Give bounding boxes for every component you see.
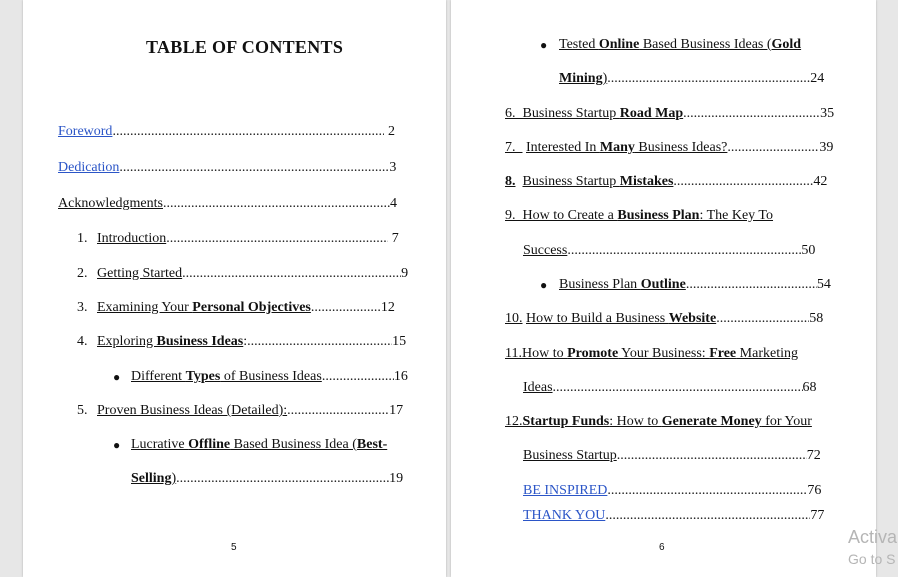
toc-link-road-map[interactable] xyxy=(505,106,683,121)
bullet-icon: ● xyxy=(540,38,548,52)
toc-page-number: 19 xyxy=(389,471,404,486)
toc-page-number: 76 xyxy=(807,483,822,498)
toc-link-many-ideas[interactable] xyxy=(526,140,727,155)
toc-text-bold: Selling xyxy=(131,471,172,486)
toc-entry-startup-funds[interactable] xyxy=(505,413,812,431)
toc-text: : The Key To xyxy=(699,208,774,223)
toc-page-number: 9 xyxy=(401,266,409,281)
toc-page-number: 68 xyxy=(802,380,817,395)
toc-link-offline-idea-cont[interactable] xyxy=(131,471,176,486)
toc-link-thank-you[interactable]: THANK YOU xyxy=(523,508,606,523)
document-page-right xyxy=(451,0,876,577)
toc-item-number: 11. xyxy=(505,346,522,361)
toc-entry-thank-you[interactable] xyxy=(523,507,824,525)
toc-text-bold: Personal Objectives xyxy=(192,300,311,315)
toc-link-mistakes[interactable] xyxy=(523,174,674,189)
toc-text: of Business Ideas xyxy=(220,369,322,384)
toc-text-bold: Website xyxy=(668,311,717,326)
toc-link-personal-objectives[interactable] xyxy=(97,300,311,315)
activation-watermark-title: Activa xyxy=(848,527,898,547)
toc-entry-online-ideas[interactable] xyxy=(559,36,801,54)
toc-entry-types-of-ideas[interactable] xyxy=(131,368,408,386)
document-page-left xyxy=(23,0,446,577)
toc-link-introduction[interactable]: Introduction xyxy=(97,231,167,246)
toc-link-promote-cont[interactable]: Ideas xyxy=(523,380,553,395)
toc-link-business-plan[interactable] xyxy=(505,208,773,223)
toc-entry-business-ideas[interactable] xyxy=(77,333,406,351)
toc-item-number: 4. xyxy=(77,334,88,349)
toc-text: for Your xyxy=(761,414,812,429)
toc-text-bold: Road Map xyxy=(619,106,684,121)
toc-link-types-of-ideas[interactable] xyxy=(131,369,322,384)
toc-text-bold: Generate Money xyxy=(661,414,762,429)
toc-text-bold: Free xyxy=(709,346,737,361)
toc-text: Different xyxy=(131,369,186,384)
toc-item-number: 2. xyxy=(77,266,88,281)
toc-link-startup-funds-cont[interactable]: Business Startup xyxy=(523,448,617,463)
toc-text-bold: Startup Funds xyxy=(522,414,610,429)
toc-entry-introduction[interactable] xyxy=(77,230,399,248)
toc-page-number: 58 xyxy=(809,311,824,326)
toc-entry-foreword[interactable] xyxy=(58,123,395,141)
toc-entry-proven-ideas[interactable] xyxy=(77,402,403,420)
toc-text: How to Build a Business xyxy=(526,311,669,326)
toc-page-number: 7 xyxy=(388,231,399,246)
toc-entry-road-map[interactable] xyxy=(505,105,834,123)
toc-entry-website[interactable] xyxy=(505,310,823,328)
toc-text: Based Business Ideas ( xyxy=(639,37,772,52)
toc-text: Examining Your xyxy=(97,300,193,315)
toc-text-bold: Mining xyxy=(559,71,603,86)
page-number: 5 xyxy=(231,542,237,553)
toc-entry-acknowledgments[interactable] xyxy=(58,195,397,213)
bullet-icon: ● xyxy=(113,370,121,384)
toc-page-number: 15 xyxy=(392,334,407,349)
toc-page-number: 12 xyxy=(380,300,395,315)
toc-text: ) xyxy=(171,471,177,486)
toc-text: Your Business: xyxy=(618,346,710,361)
toc-entry-startup-funds-cont[interactable] xyxy=(523,447,821,465)
toc-page-number: 2 xyxy=(384,124,395,139)
toc-entry-offline-idea-cont[interactable] xyxy=(131,470,403,488)
toc-entry-be-inspired[interactable] xyxy=(523,482,821,500)
toc-item-number: 3. xyxy=(77,300,88,315)
toc-link-acknowledgments[interactable]: Acknowledgments xyxy=(58,196,163,211)
toc-page-number: 3 xyxy=(389,160,397,175)
toc-text: Interested In xyxy=(526,140,600,155)
toc-link-website[interactable] xyxy=(526,311,716,326)
toc-entry-plan-outline[interactable] xyxy=(559,276,831,294)
toc-link-offline-idea[interactable] xyxy=(131,437,387,452)
toc-entry-getting-started[interactable] xyxy=(77,265,408,283)
toc-entry-dedication[interactable] xyxy=(58,159,396,177)
toc-item-number: 10. xyxy=(505,311,523,326)
toc-page-number: 50 xyxy=(801,243,816,258)
toc-page-number: 17 xyxy=(389,403,404,418)
bullet-icon: ● xyxy=(113,438,121,452)
toc-text-bold: Online xyxy=(598,37,640,52)
toc-link-promote[interactable] xyxy=(505,346,798,361)
activation-watermark-subtitle: Go to S xyxy=(848,551,896,567)
toc-entry-promote-cont[interactable] xyxy=(523,379,817,397)
toc-text-bold: Outline xyxy=(640,277,686,292)
toc-entry-business-plan[interactable] xyxy=(505,207,773,225)
toc-text: How to xyxy=(521,346,568,361)
toc-item-number: 6. xyxy=(505,106,516,121)
toc-text: Business Startup xyxy=(522,106,620,121)
toc-link-startup-funds[interactable] xyxy=(505,414,812,429)
toc-text-bold: Mistakes xyxy=(619,174,674,189)
toc-page-number: 72 xyxy=(806,448,821,463)
toc-text: Business Ideas? xyxy=(634,140,728,155)
toc-link-business-plan-cont[interactable]: Success xyxy=(523,243,568,258)
toc-entry-many-ideas[interactable] xyxy=(505,139,833,157)
toc-item-number: 1. xyxy=(77,231,88,246)
toc-entry-mistakes[interactable] xyxy=(505,173,827,191)
toc-text: : How to xyxy=(609,414,662,429)
toc-item-number: 12. xyxy=(505,414,523,429)
toc-page-number: 54 xyxy=(816,277,831,292)
toc-page-number: 16 xyxy=(393,369,408,384)
toc-page-number: 35 xyxy=(820,106,835,121)
toc-text-bold: Best- xyxy=(356,437,388,452)
toc-link-proven-ideas[interactable]: Proven Business Ideas (Detailed): xyxy=(97,403,288,418)
toc-link-business-ideas[interactable] xyxy=(97,334,243,349)
page-number: 6 xyxy=(659,542,665,553)
toc-title: TABLE OF CONTENTS xyxy=(146,37,344,57)
toc-text-bold: Types xyxy=(185,369,221,384)
toc-link-foreword[interactable]: Foreword xyxy=(58,124,113,139)
toc-link-online-ideas-cont[interactable] xyxy=(559,71,607,86)
toc-text: ) xyxy=(602,71,608,86)
toc-page-number: 39 xyxy=(819,140,834,155)
toc-text-bold: Offline xyxy=(188,437,231,452)
toc-text: Business Startup xyxy=(522,174,620,189)
toc-page-number: 4 xyxy=(389,196,397,211)
toc-text-bold: Business Ideas xyxy=(156,334,244,349)
toc-link-dedication[interactable]: Dedication xyxy=(58,160,120,175)
toc-page-number: 42 xyxy=(813,174,828,189)
toc-item-number: 7. xyxy=(505,140,516,155)
toc-page-number: 24 xyxy=(810,71,825,86)
toc-entry-online-ideas-cont[interactable] xyxy=(559,70,824,88)
toc-text: : xyxy=(243,334,248,349)
toc-entry-offline-idea[interactable] xyxy=(131,436,387,454)
toc-link-be-inspired[interactable]: BE INSPIRED xyxy=(523,483,608,498)
toc-text: Lucrative xyxy=(131,437,189,452)
toc-entry-personal-objectives[interactable] xyxy=(77,299,395,317)
toc-item-number: 5. xyxy=(77,403,88,418)
toc-page-number: 77 xyxy=(810,508,825,523)
toc-link-online-ideas[interactable] xyxy=(559,37,801,52)
toc-text-bold: Gold xyxy=(771,37,802,52)
toc-entry-business-plan-cont[interactable] xyxy=(523,242,815,260)
bullet-icon: ● xyxy=(540,278,548,292)
toc-text-bold: Promote xyxy=(567,346,619,361)
toc-link-plan-outline[interactable] xyxy=(559,277,686,292)
toc-text: Marketing xyxy=(736,346,798,361)
toc-item-number: 9. xyxy=(505,208,516,223)
toc-item-number: 8. xyxy=(505,174,516,189)
toc-link-getting-started[interactable]: Getting Started xyxy=(97,266,183,281)
toc-text: Tested xyxy=(559,37,599,52)
toc-text: Based Business Idea ( xyxy=(230,437,357,452)
toc-text-bold: Many xyxy=(599,140,635,155)
toc-text: Business Plan xyxy=(559,277,641,292)
toc-text-bold: Business Plan xyxy=(617,208,700,223)
toc-entry-promote[interactable] xyxy=(505,345,798,363)
toc-text: How to Create a xyxy=(522,208,618,223)
toc-text: Exploring xyxy=(97,334,157,349)
